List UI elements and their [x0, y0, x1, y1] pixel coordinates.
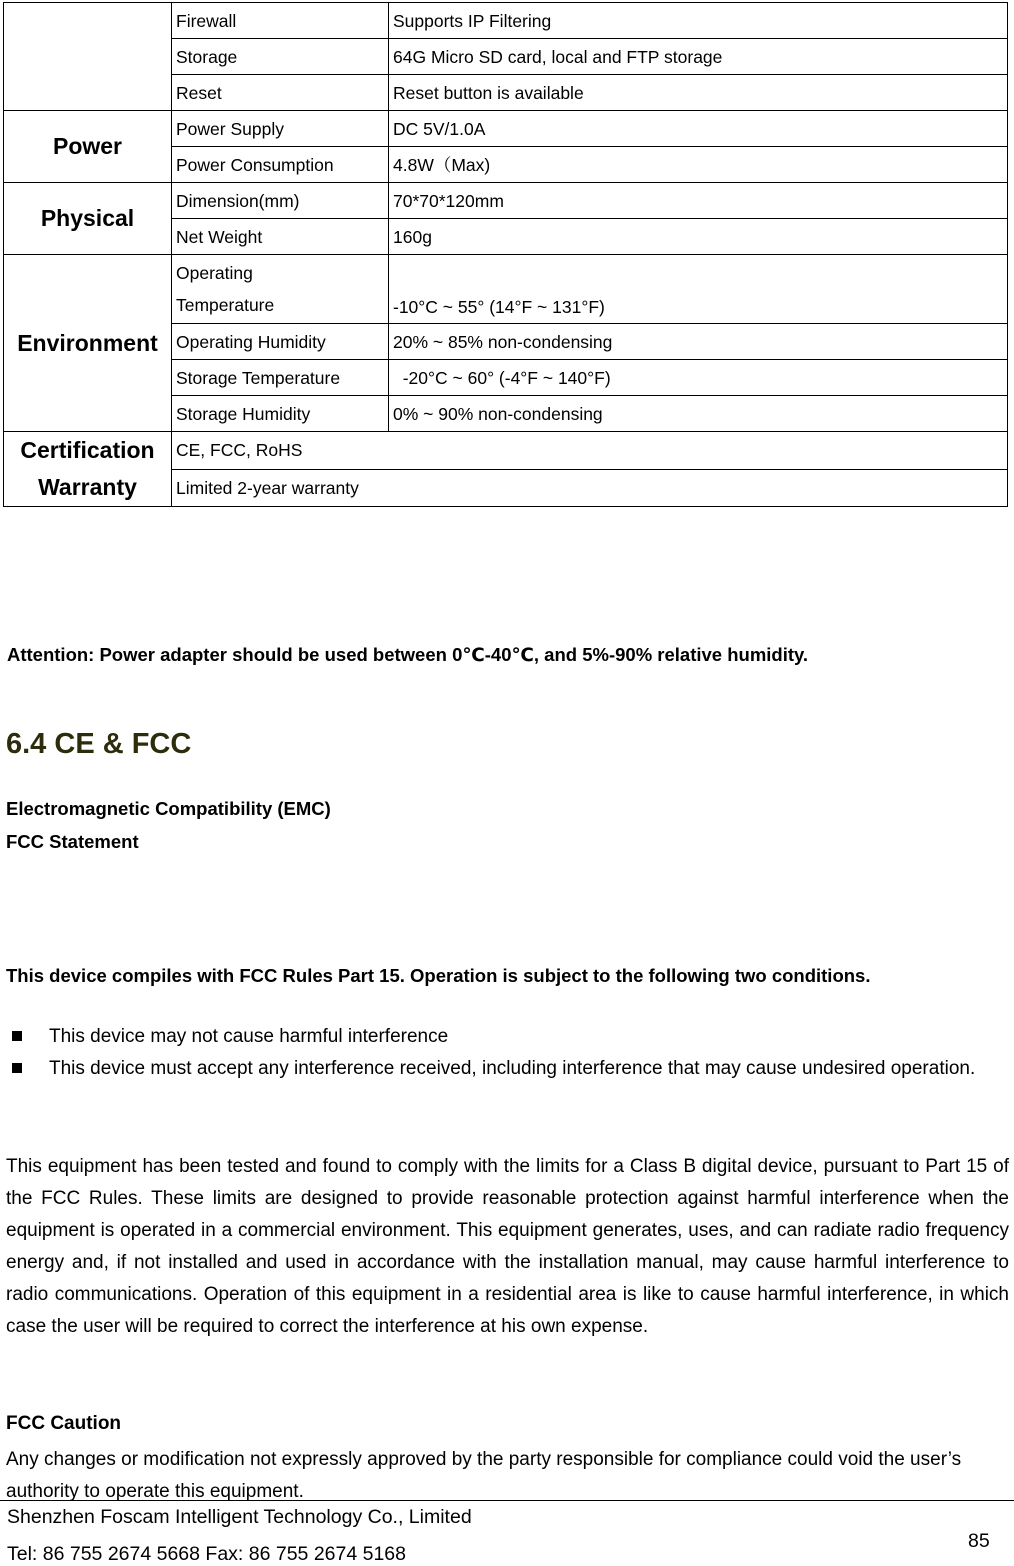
- spec-label-line: Temperature: [176, 295, 275, 315]
- square-bullet-icon: [6, 1053, 49, 1085]
- spec-label: Power Consumption: [172, 147, 389, 183]
- spec-label: Storage Temperature: [172, 360, 389, 396]
- bullet-text: This device may not cause harmful interference: [49, 1026, 449, 1047]
- spec-value: -10°C ~ 55° (14°F ~ 131°F): [389, 255, 1008, 324]
- spec-value: DC 5V/1.0A: [389, 111, 1008, 147]
- spec-value: Reset button is available: [389, 75, 1008, 111]
- spec-label: Reset: [172, 75, 389, 111]
- spec-label: Storage: [172, 39, 389, 75]
- category-cell: [4, 3, 172, 111]
- section-heading: 6.4 CE & FCC: [6, 728, 192, 760]
- spec-value: 20% ~ 85% non-condensing: [389, 324, 1008, 360]
- spec-value: 70*70*120mm: [389, 183, 1008, 219]
- spec-value: 4.8W（Max): [389, 147, 1008, 183]
- footer-divider: [0, 1500, 1014, 1501]
- spec-label: Power Supply: [172, 111, 389, 147]
- table-row: [4, 111, 1008, 147]
- bullet-text: This device must accept any interference received, including interference that may cause undesired operation.: [49, 1058, 976, 1079]
- fcc-statement-heading: FCC Statement: [6, 831, 139, 852]
- list-item: [6, 1021, 1009, 1053]
- fcc-paragraph: This equipment has been tested and found to comply with the limits for a Class B digital device, pursuant to Part 15 of the FCC Rules. These limits are designed to provide reasonable protection against harmful interference when the equipment is operated in a commercial environment. This equipment generates, uses, and can radiate radio frequency energy and, if not installed and used in accordance with the installation manual, may cause harmful interference to radio communications. Operation of this equipment in a residential area is like to cause harmful interference, in which case the user will be required to correct the interference at his own expense.: [6, 1156, 1009, 1337]
- caution-heading: FCC Caution: [6, 1413, 122, 1434]
- page-number: 85: [968, 1530, 990, 1552]
- category-line: Warranty: [38, 474, 137, 500]
- spec-value: Supports IP Filtering: [389, 3, 1008, 39]
- spec-value: 0% ~ 90% non-condensing: [389, 396, 1008, 432]
- fcc-intro: This device compiles with FCC Rules Part 15. Operation is subject to the following two conditions.: [6, 965, 871, 986]
- spec-label: Net Weight: [172, 219, 389, 255]
- spec-label: Operating Humidity: [172, 324, 389, 360]
- spec-value: 160g: [389, 219, 1008, 255]
- footer-company: Shenzhen Foscam Intelligent Technology Co., Limited: [7, 1506, 472, 1528]
- category-line: Certification: [20, 437, 155, 463]
- spec-label: Dimension(mm): [172, 183, 389, 219]
- spec-value: Limited 2-year warranty: [172, 469, 1008, 507]
- spec-value: CE, FCC, RoHS: [172, 432, 1008, 470]
- table-row: [4, 3, 1008, 39]
- square-bullet-icon: [6, 1021, 49, 1053]
- spec-value: 64G Micro SD card, local and FTP storage: [389, 39, 1008, 75]
- spec-label: [172, 255, 389, 324]
- footer-contact: Tel: 86 755 2674 5668 Fax: 86 755 2674 5168: [7, 1543, 406, 1565]
- list-item: [6, 1053, 1009, 1085]
- spec-label: Firewall: [172, 3, 389, 39]
- category-cell: Power: [4, 111, 172, 183]
- table-row: [4, 183, 1008, 219]
- attention-note: Attention: Power adapter should be used between 0℃-40℃, and 5%-90% relative humidity.: [7, 644, 809, 665]
- category-cell: [4, 432, 172, 507]
- spec-table: [3, 2, 1008, 507]
- spec-label: Storage Humidity: [172, 396, 389, 432]
- bullet-list: [6, 1021, 1009, 1085]
- table-row: [4, 432, 1008, 470]
- spec-value: -20°C ~ 60° (-4°F ~ 140°F): [389, 360, 1008, 396]
- category-cell: Environment: [4, 255, 172, 432]
- caution-text: Any changes or modification not expressly approved by the party responsible for compliance could void the user’s authority to operate this equipment.: [6, 1449, 962, 1502]
- table-row: [4, 255, 1008, 324]
- emc-heading: Electromagnetic Compatibility (EMC): [6, 798, 331, 819]
- spec-label-line: Operating: [176, 263, 253, 283]
- category-cell: Physical: [4, 183, 172, 255]
